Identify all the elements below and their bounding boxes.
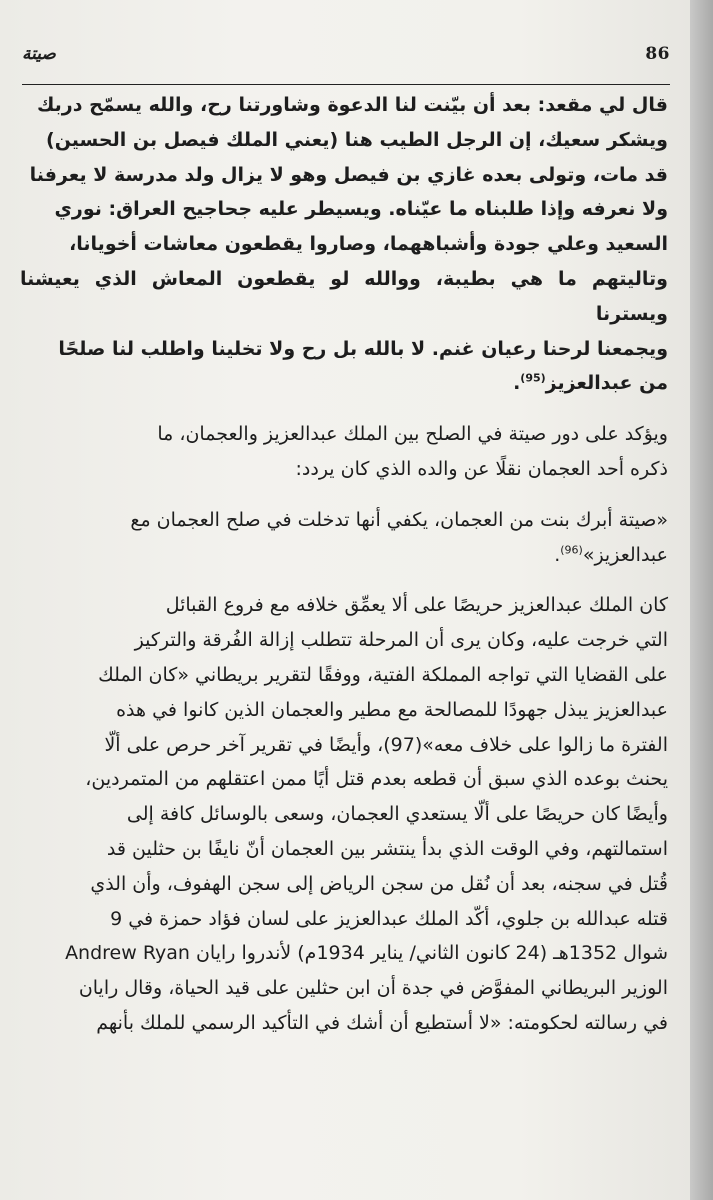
paragraph-quote-muqad (20, 88, 668, 401)
paragraph-tail: . (554, 543, 561, 566)
paragraph-text: ويؤكد على دور صيتة في الصلح بين الملك عبدالعزيز والعجمان، ما ذكره أحد العجمان نقلًا عن والده الذي كان يردد: (157, 423, 668, 480)
running-title: صيتة (22, 44, 56, 64)
paragraph-text: «صيتة أبرك بنت من العجمان، يكفي أنها تدخلت في صلح العجمان مع عبدالعزيز» (130, 508, 668, 566)
page-header (22, 44, 670, 85)
footnote-ref-96: (96) (560, 543, 583, 557)
paragraph-text: قال لي مقعد: بعد أن بيّنت لنا الدعوة وشاورتنا رح، والله يسمّح دربك ويشكر سعيك، إن الرجل الطيب هنا (يعني الملك فيصل بن الحسين) قد مات، وتولى بعده غازي بن فيصل وهو لا يزال ولد مدرسة لا يعرفنا ولا نعرفه وإذا طلبناه ما عيّناه. ويسيطر عليه جحاجيح العراق: نوري السعيد وعلي جودة وأشباههما، وصاروا يقطعون معاشات أخويانا، وتاليتهم ما هي بطيبة، ووالله لو يقطعون المعاش الذي يعيشنا ويسترنا ويجمعنا لرحنا رعيان غنم. لا بالله بل رح ولا تخلينا واطلب لنا صلحًا من عبدالعزيز (20, 94, 668, 395)
page-number: 86 (645, 44, 670, 64)
paragraph-tail: . (513, 372, 521, 395)
paragraph-text: كان الملك عبدالعزيز حريصًا على ألا يعمِّق خلافه مع فروع القبائل التي خرجت عليه، وكان يرى أن المرحلة تتطلب إزالة الفُرقة والتركيز على القضايا التي تواجه المملكة الفتية، ووفقًا لتقرير بريطاني «كان الملك عبدالعزيز يبذل جهودًا للمصالحة مع مطير والعجمان الذين كانوا في هذه الفترة ما زالوا على خلاف معه»(97)، وأيضًا في تقرير آخر حرص على ألّا يحنث بوعده الذي سبق أن قطعه بعدم قتل أيًا ممن اعتقلهم من المتمردين، وأيضًا كان حريصًا على ألّا يستعدي العجمان، وسعى بالوسائل كافة إلى استمالتهم، وفي الوقت الذي بدأ ينتشر بين العجمان أنّ نايفًا بن حثلين قد قُتل في سجنه، بعد أن نُقل من سجن الرياض إلى سجن الهفوف، وأن الذي قتله عبدالله بن جلوي، أكّد الملك عبدالعزيز على لسان فؤاد حمزة في 9 شوال 1352هـ (24 كانون الثاني/ يناير 1934م) لأندروا رايان Andrew Ryan الوزير البريطاني المفوَّض في جدة أن ابن حثلين على قيد الحياة، وقال رايان في رسالته لحكومته: «لا أستطيع أن أشك في التأكيد الرسمي للملك بأنهم (65, 594, 668, 1034)
paragraph-saita-role (20, 417, 668, 487)
paragraph-quote-saita (20, 503, 668, 573)
paragraph-king-abdulaziz (20, 588, 668, 1040)
page-gutter-shadow (690, 0, 713, 1200)
page-body (20, 88, 668, 1041)
footnote-ref-95: (95) (520, 372, 546, 386)
